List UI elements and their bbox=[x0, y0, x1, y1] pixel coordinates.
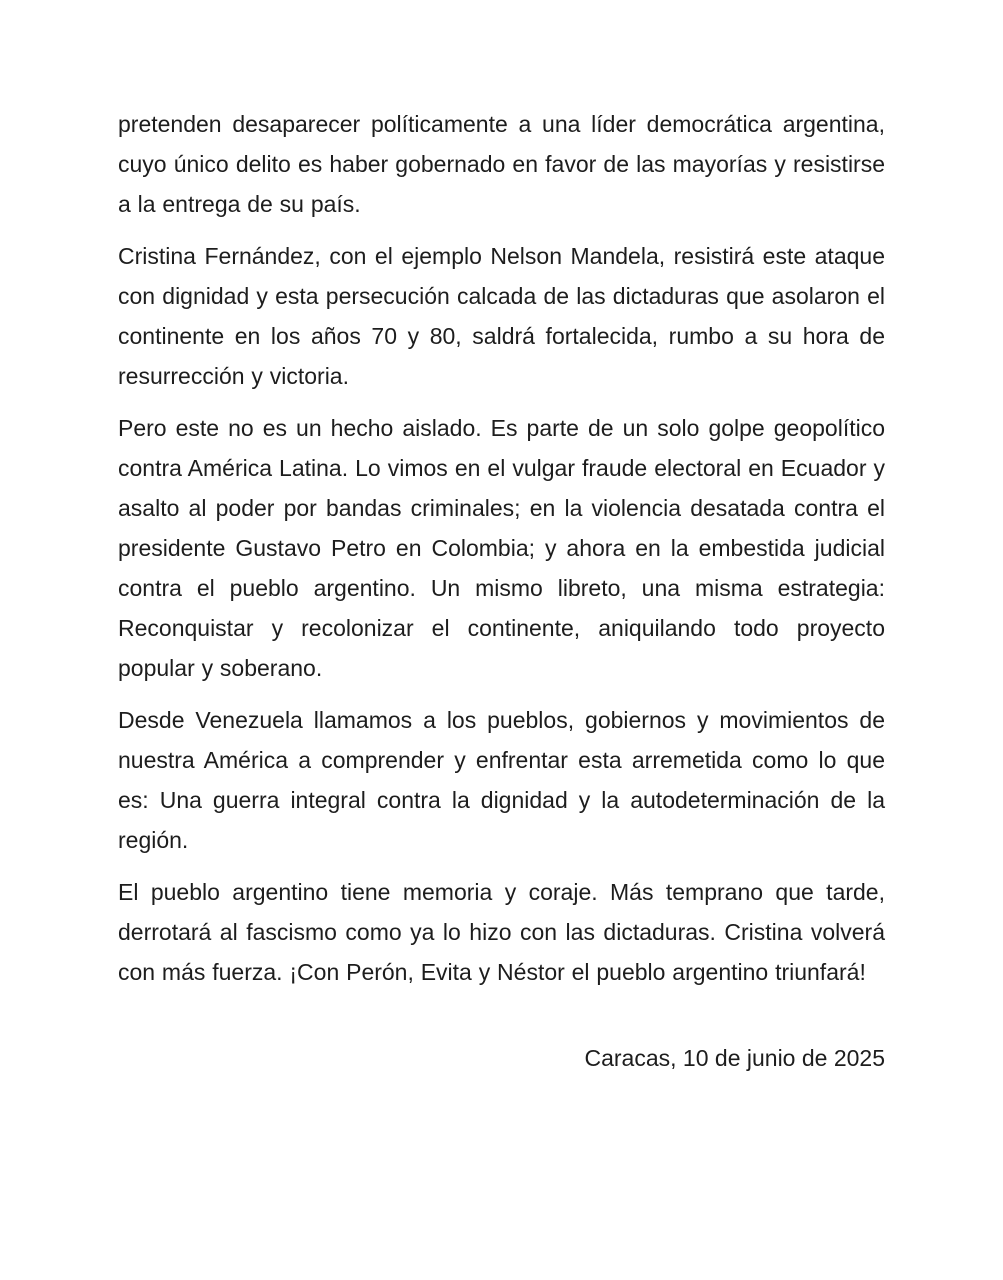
paragraph-2: Cristina Fernández, con el ejemplo Nelson Mandela, resistirá este ataque con dignidad y esta persecución calcada de las dictaduras que asolaron el continente en los años 70 y 80, saldrá fortalecida, rumbo a su hora de resurrección y victoria. bbox=[118, 243, 885, 389]
dateline: Caracas, 10 de junio de 2025 bbox=[584, 1045, 885, 1071]
paragraph-4: Desde Venezuela llamamos a los pueblos, gobiernos y movimientos de nuestra América a comprender y enfrentar esta arremetida como lo que es: Una guerra integral contra la dignidad y la autodeterminación de la región. bbox=[118, 707, 885, 853]
paragraph-1: pretenden desaparecer políticamente a una líder democrática argentina, cuyo único delito es haber gobernado en favor de las mayorías y resistirse a la entrega de su país. bbox=[118, 111, 885, 217]
paragraph-5: El pueblo argentino tiene memoria y coraje. Más temprano que tarde, derrotará al fascismo como ya lo hizo con las dictaduras. Cristina volverá con más fuerza. ¡Con Perón, Evita y Néstor el pueblo argentino triunfará! bbox=[118, 879, 885, 985]
paragraph-3: Pero este no es un hecho aislado. Es parte de un solo golpe geopolítico contra América Latina. Lo vimos en el vulgar fraude electoral en Ecuador y asalto al poder por bandas criminales; en la violencia desatada contra el presidente Gustavo Petro en Colombia; y ahora en la embestida judicial contra el pueblo argentino. Un mismo libreto, una misma estrategia: Reconquistar y recolonizar el continente, aniquilando todo proyecto popular y soberano. bbox=[118, 415, 885, 681]
